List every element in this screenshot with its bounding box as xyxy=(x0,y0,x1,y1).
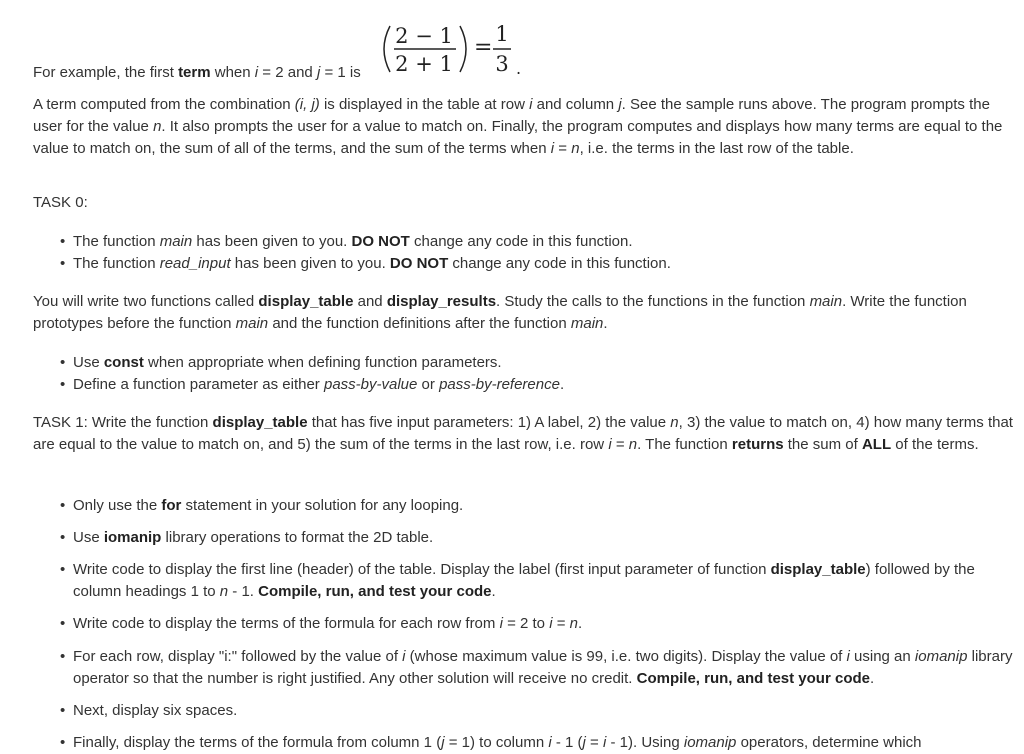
formula-equals: = xyxy=(474,35,493,60)
formula-inner-numerator: 2 − 1 xyxy=(395,24,453,48)
list-item: • Define a function parameter as either pass-by-value or pass-by-reference. xyxy=(33,374,1013,396)
list-item: • Use iomanip library operations to format the 2D table. xyxy=(33,527,1013,549)
description-paragraph: A term computed from the combination (i, j) is displayed in the table at row i and column j. See the sample runs above. The program prompts the user for the value n. It also prompts the user for a value to match on. Finally, the program computes and displays how many terms are equal to the value to match on, the sum of all of the terms, and the sum of the terms when i = n, i.e. the terms in the last row of the table. xyxy=(33,96,1003,157)
list-item: • Write code to display the terms of the formula for each row from i = 2 to i = n. xyxy=(33,613,1013,635)
task0-heading: TASK 0: xyxy=(33,194,88,211)
task1-list xyxy=(33,559,1013,603)
task1-list xyxy=(33,495,1013,517)
list-item: • Next, display six spaces. xyxy=(33,700,1013,722)
formula-trailing-period: . xyxy=(516,59,522,78)
list-item: • The function read_input has been given to you. DO NOT change any code in this function. xyxy=(33,253,1013,275)
formula-rhs-numerator: 1 xyxy=(495,22,509,46)
list-item: • The function main has been given to you. DO NOT change any code in this function. xyxy=(33,231,1013,253)
formula-inner-denominator: 2 + 1 xyxy=(395,52,453,76)
list-item: • Use const when appropriate when defining function parameters. xyxy=(33,352,1013,374)
intro-line: For example, the first term when i = 2 and j = 1 is xyxy=(33,64,361,81)
task1-paragraph: TASK 1: Write the function display_table that has five input parameters: 1) A label, 2) the value n, 3) the value to match on, 4) how many terms that are equal to the value to match on, and 5) the sum of the terms in the last row, i.e. row i = n. The function returns the sum of ALL of the terms. xyxy=(33,414,1013,453)
task1-list xyxy=(33,646,1013,690)
task1-list xyxy=(33,700,1013,722)
list-item: • Write code to display the first line (header) of the table. Display the label (first input parameter of function display_table) followed by the column headings 1 to n - 1. Compile, run, and test your code. xyxy=(33,559,1013,603)
functions-paragraph: You will write two functions called display_table and display_results. Study the calls to the functions in the function main. Write the function prototypes before the function main and the function definitions after the function main. xyxy=(33,293,967,332)
list-item: • Only use the for statement in your solution for any looping. xyxy=(33,495,1013,517)
param-guidelines-list xyxy=(33,352,1013,396)
task1-list xyxy=(33,732,1013,754)
task0-list xyxy=(33,231,1013,275)
task1-list xyxy=(33,613,1013,635)
formula-rhs-denominator: 3 xyxy=(495,52,509,76)
list-item: • For each row, display "i:" followed by the value of i (whose maximum value is 99, i.e. two digits). Display the value of i using an iomanip library operator so that the number is right justified. Any other solution will receive no credit. Compile, run, and test your code. xyxy=(33,646,1013,690)
list-item: • Finally, display the terms of the formula from column 1 (j = 1) to column i - 1 (j = i - 1). Using iomanip operators, determine which xyxy=(33,732,1013,754)
task1-list xyxy=(33,527,1013,549)
